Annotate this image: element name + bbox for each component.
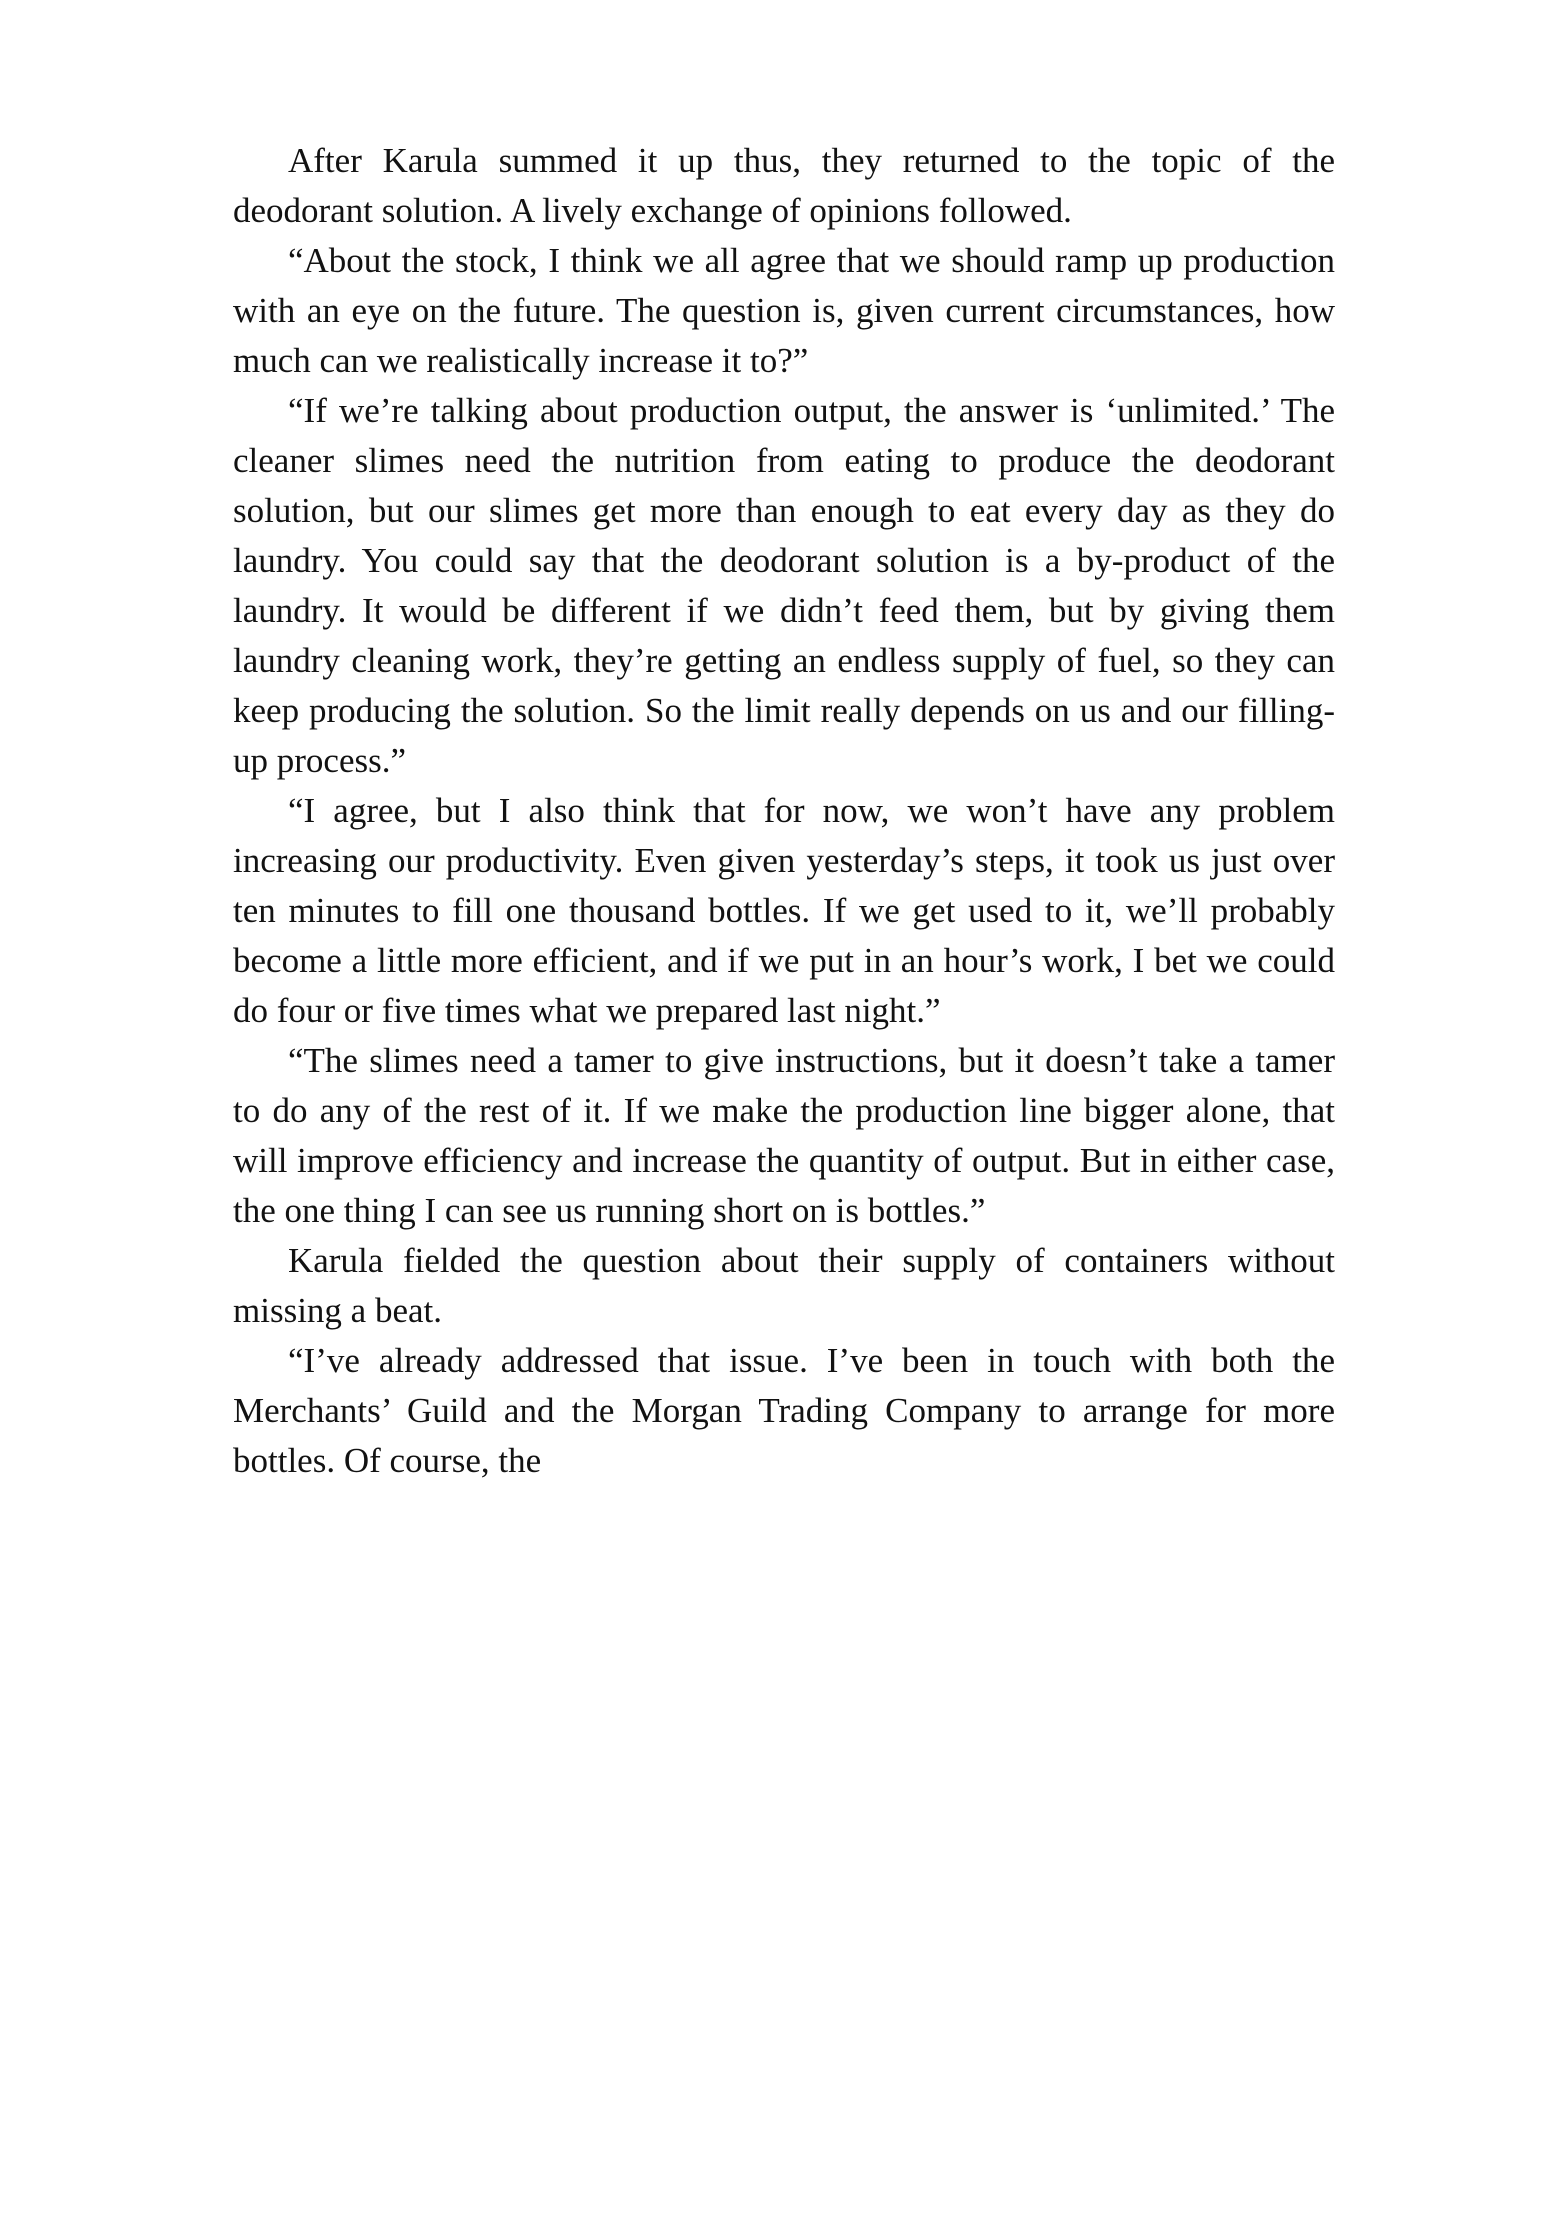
body-text-block [233, 136, 1335, 1486]
paragraph-7: “I’ve already addressed that issue. I’ve been in touch with both the Merchants’ Guild and the Morgan Trading Company to arrange for more bottles. Of course, the [233, 1341, 1335, 1480]
paragraph-5: “The slimes need a tamer to give instructions, but it doesn’t take a tamer to do any of the rest of it. If we make the production line bigger alone, that will improve efficiency and increase the quantity of output. But in either case, the one thing I can see us running short on is bottles.” [233, 1041, 1335, 1230]
paragraph-6: Karula fielded the question about their supply of containers without missing a beat. [233, 1241, 1335, 1330]
paragraph-2: “About the stock, I think we all agree that we should ramp up production with an eye on the future. The question is, given current circumstances, how much can we realistically increase it to?” [233, 241, 1335, 380]
paragraph-3: “If we’re talking about production output, the answer is ‘unlimited.’ The cleaner slimes need the nutrition from eating to produce the deodorant solution, but our slimes get more than enough to eat every day as they do laundry. You could say that the deodorant solution is a by-product of the laundry. It would be different if we didn’t feed them, but by giving them laundry cleaning work, they’re getting an endless supply of fuel, so they can keep producing the solution. So the limit really depends on us and our filling-up process.” [233, 391, 1335, 780]
paragraph-1: After Karula summed it up thus, they returned to the topic of the deodorant solution. A lively exchange of opinions followed. [233, 141, 1335, 230]
paragraph-4: “I agree, but I also think that for now, we won’t have any problem increasing our productivity. Even given yesterday’s steps, it took us just over ten minutes to fill one thousand bottles. If we get used to it, we’ll probably become a little more efficient, and if we put in an hour’s work, I bet we could do four or five times what we prepared last night.” [233, 791, 1335, 1030]
